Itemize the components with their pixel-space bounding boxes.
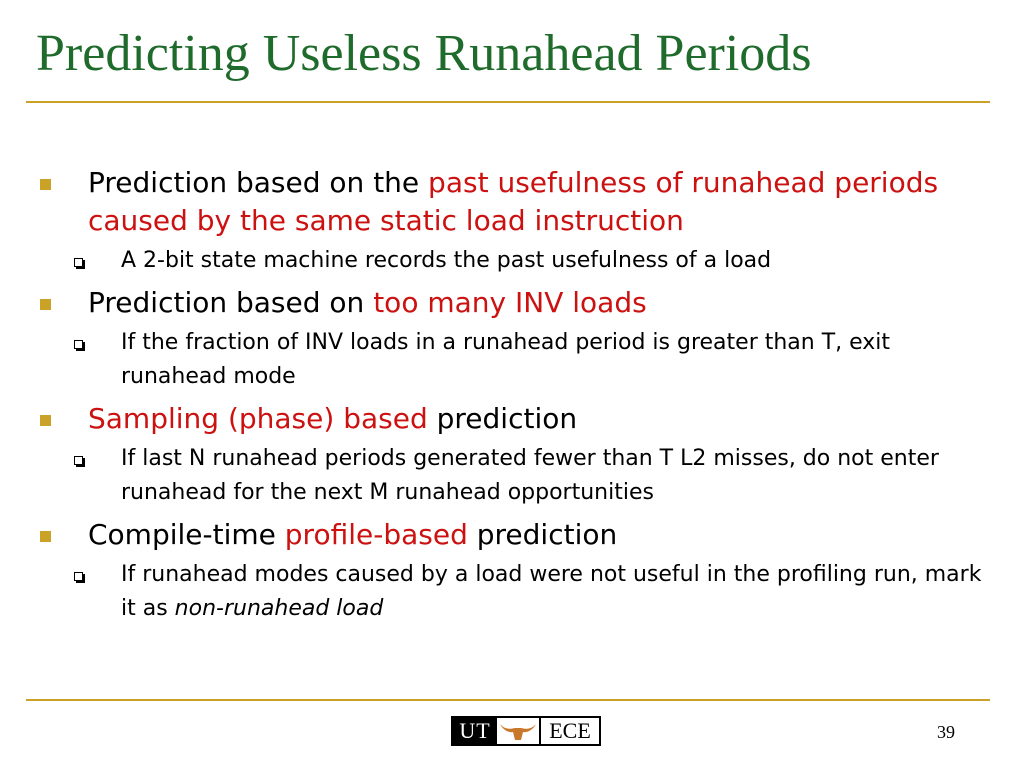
bullet-3-highlight: Sampling (phase) based (88, 402, 428, 435)
hollow-square-bullet-icon (74, 572, 83, 581)
bullet-3 (36, 400, 986, 438)
square-bullet-icon (40, 179, 51, 190)
bullet-1 (36, 164, 986, 240)
sub-bullet-3-text: If last N runahead periods generated fewer than T L2 misses, do not enter runahead for the next M runahead opportunities (121, 446, 939, 505)
sub-bullet-4 (36, 558, 986, 626)
sub-bullet-3 (36, 442, 986, 510)
bullet-2 (36, 284, 986, 322)
bullet-4 (36, 516, 986, 554)
sub-bullet-4-text: If runahead modes caused by a load were not useful in the profiling run, mark it as (121, 562, 982, 621)
title-divider (26, 101, 990, 103)
sub-bullet-2 (36, 326, 986, 394)
hollow-square-bullet-icon (74, 258, 83, 267)
longhorn-icon (497, 718, 539, 744)
hollow-square-bullet-icon (74, 456, 83, 465)
bullet-1-text: Prediction based on the (88, 166, 429, 199)
square-bullet-icon (40, 299, 51, 310)
bullet-2-highlight: too many INV loads (373, 286, 647, 319)
logo-ut-text: UT (453, 718, 497, 744)
bullet-4-text-start: Compile-time (88, 518, 285, 551)
bullet-4-text-end: prediction (467, 518, 618, 551)
bullet-3-text: prediction (427, 402, 578, 435)
square-bullet-icon (40, 415, 51, 426)
footer-divider (26, 699, 990, 701)
sub-bullet-1 (36, 244, 986, 278)
square-bullet-icon (40, 531, 51, 542)
slide-content (36, 164, 986, 626)
sub-bullet-4-italic: non-runahead load (174, 596, 384, 621)
bullet-2-text: Prediction based on (88, 286, 374, 319)
sub-bullet-1-text: A 2-bit state machine records the past usefulness of a load (121, 248, 772, 273)
ut-ece-logo (451, 716, 601, 746)
hollow-square-bullet-icon (74, 340, 83, 349)
logo-ece-text: ECE (539, 718, 599, 744)
bullet-1-highlight: past usefulness of runahead periods caused by the same static load instruction (88, 166, 939, 237)
slide-title: Predicting Useless Runahead Periods (36, 25, 812, 82)
page-number: 39 (937, 722, 955, 742)
sub-bullet-2-text: If the fraction of INV loads in a runahead period is greater than T, exit runahead mode (121, 330, 891, 389)
bullet-4-highlight: profile-based (284, 518, 468, 551)
